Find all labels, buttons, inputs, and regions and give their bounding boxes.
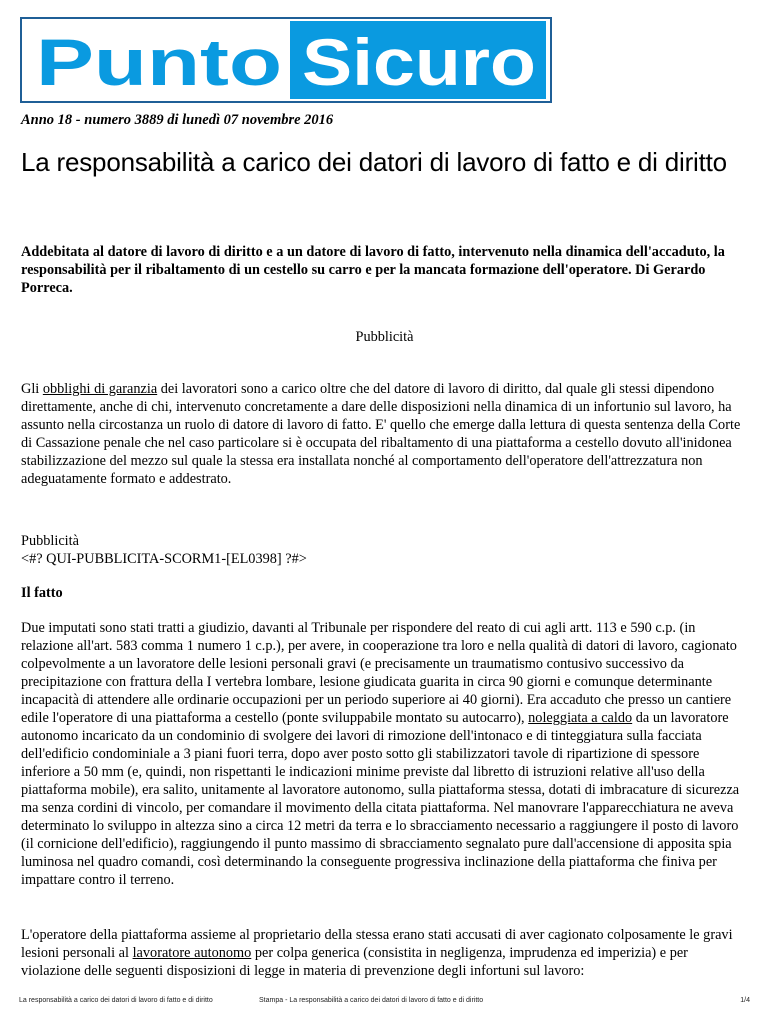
text-run: L'operatore della piattaforma assieme al proprietario della stessa erano stati accusati di aver cagionato colposamente le gravi lesioni personali al [21,927,733,961]
article-title: La responsabilità a carico dei datori di lavoro di fatto e di diritto [21,147,727,177]
text-run: dei lavoratori sono a carico oltre che del datore di lavoro di diritto, dal quale gli stessi dipendono direttamente, anche di chi, intervenuto concretamente a dare delle disposizioni nella dinamica di un infortunio sul lavoro, ha assunto nella circostanza un ruolo di datore di lavoro di fatto. E' quello che emerge dalla lettura di questa sentenza della Corte di Cassazione penale che nel caso particolare si è occupata del ribaltamento di una piattaforma a cestello dovuto all'inidonea stabilizzazione del mezzo sul quale la stessa era installata nonché al comportamento dell'operatore dell'attrezzatura non adeguatamente formato e addestrato. [21,381,741,487]
ad-block [21,532,749,568]
issue-line: Anno 18 - numero 3889 di lunedì 07 novembre 2016 [21,112,334,128]
paragraph-intro [21,380,749,488]
article-lead: Addebitata al datore di lavoro di diritto e a un datore di lavoro di fatto, intervenuto nella dinamica dell'accaduto, la responsabilità per il ribaltamento di un cestello su carro e per la mancata formazione dell'operatore. Di Gerardo Porreca. [21,244,725,296]
punto-sicuro-logo [20,17,552,103]
text-run: Due imputati sono stati tratti a giudizio, davanti al Tribunale per rispondere del reato di cui agli artt. 113 e 590 c.p. (in relazione all'art. 583 comma 1 numero 1 c.p.), per avere, in cooperazione tra loro e nella qualità di datori di lavoro, cagionato colpevolmente a un lavoratore delle lesioni personali gravi (e precisamente un traumatismo contusivo successivo da precipitazione con frattura della I vertebra lombare, lesione giudicata guarita in circa 90 giorni e comunque determinante incapacità di attendere alle ordinarie occupazioni per un periodo superiore ai 40 giorni). Era accaduto che presso un cantiere edile l'operatore di una piattaforma a cestello (ponte sviluppabile montato su autocarro), [21,620,737,726]
ad-placeholder-code: <#? QUI-PUBBLICITA-SCORM1-[EL0398] ?#> [21,551,307,567]
print-footer [0,997,769,1009]
text-run: da un lavoratore autonomo incaricato da un condominio di svolgere dei lavori di rimozione dell'intonaco e di tinteggiatura sulla facciata dell'edificio condominiale a 3 piani fuori terra, dopo aver posto sotto gli stabilizzatori tavole di ripartizione di spessore inferiore a 50 mm (e, quindi, non rispettanti le indicazioni minime previste dal libretto di istruzioni relative all'uso della piattaforma mobile), era salito, unitamente al lavoratore autonomo, sulla piattaforma stessa, dotati di imbracature di sicurezza ma senza cordini di vincolo, per comandare il movimento della citata piattaforma. Nel manovrare l'apparecchiatura ne aveva determinato lo sviluppo in altezza sino a circa 12 metri da terra e lo sbracciamento necessario a raggiungere il posto di lavoro (il cornicione dell'edificio), raggiungendo il punto massimo di sbracciamento segnalato pure dall'accensione di apposita spia luminosa nel quadro comandi, così determinando la conseguente progressiva inclinazione della piattaforma che finiva per impattare contro il terreno. [21,710,740,888]
link-obblighi-di-garanzia[interactable]: obblighi di garanzia [42,381,158,397]
section-heading: Il fatto [21,585,63,601]
text-run: Gli [21,381,43,397]
paragraph-accusa [21,926,749,980]
footer-left: La responsabilità a carico dei datori di lavoro di fatto e di diritto [19,997,213,1004]
logo-word-punto: Punto [36,25,282,99]
ad-label-2: Pubblicità [21,533,79,549]
footer-page-number: 1/4 [740,997,750,1004]
ad-label: Pubblicità [355,329,414,345]
logo-word-sicuro: Sicuro [302,25,536,99]
logo-graphic [22,19,550,101]
footer-center: Stampa - La responsabilità a carico dei datori di lavoro di fatto e di diritto [259,997,484,1004]
text-run: per colpa generica (consistita in negligenza, imprudenza ed imperizia) e per violazione delle seguenti disposizioni di legge in materia di prevenzione degli infortuni sul lavoro: [21,945,688,979]
link-noleggiata-a-caldo[interactable]: noleggiata a caldo [528,710,633,726]
paragraph-fatto [21,619,749,889]
link-lavoratore-autonomo[interactable]: lavoratore autonomo [132,945,252,961]
